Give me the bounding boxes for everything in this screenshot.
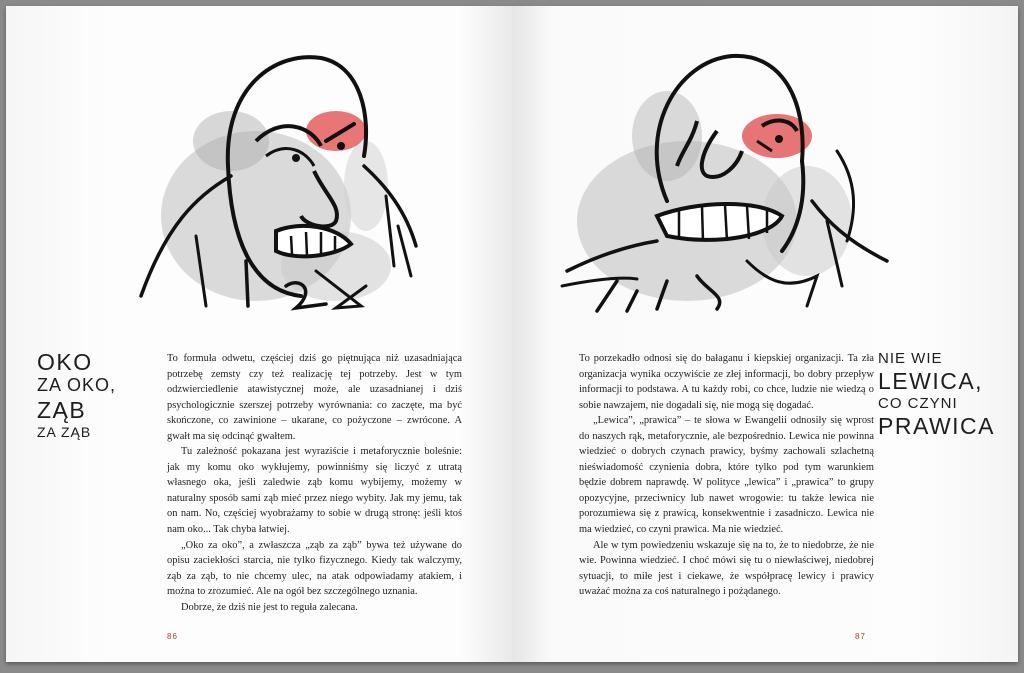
left-page-title: [37, 351, 116, 443]
left-page: [6, 6, 512, 662]
title-line-3: ZĄB: [37, 397, 87, 423]
right-page-title: [878, 351, 995, 438]
title-line-3: CO CZYNI: [878, 395, 958, 412]
paragraph: Dobrze, że dziś nie jest to reguła zalecana.: [181, 601, 358, 613]
title-line-4: ZA ZĄB: [37, 424, 92, 440]
paragraph: „Lewica”, „prawica” – te słowa w Ewangelii odnosiły się wprost do naszych rąk, metaforycznie, ale bezpośrednio. Lewica nie powinna wiedzieć o dobrych czynach prawicy, byśmy zachowali szlachetną nieświadomość czynienia dobra, które tylko pod tym warunkiem będzie dobrem naprawdę. W polityce „lewica” i „prawica” to grupy opozycyjne, przeciwnicy lub nawet wrogowie: tu także lewica nie porozumiewa się z prawicą, konsekwentnie i zasadniczo. Lewica nie ma wiedzieć, co czyni prawica. Ma nie wiedzieć.: [579, 415, 874, 536]
right-page-body-text: [579, 351, 874, 600]
title-line-1: OKO: [37, 349, 93, 375]
cartoon-face-left-illustration: [136, 46, 426, 316]
paragraph: Ale w tym powiedzeniu wskazuje się na to, że to niedobrze, że nie wie. Powinna wiedzieć. I choć mówi się tu o niewłaściwej, niedobrej sytuacji, to miłe jest i ciekawe, że współpracę lewicy i prawicy uważać można za coś naturalnego i pożądanego.: [579, 539, 874, 598]
page-number: 87: [855, 632, 866, 641]
title-line-2: ZA OKO,: [37, 375, 117, 395]
paragraph: „Oko za oko”, a zwłaszcza „ząb za ząb” bywa też używane do opisu zaciekłości starcia, nie tylko fizycznego. Kiedy tak walczymy, ząb za ząb, to nie chcemy ulec, na atak odpowiadamy atakiem, i można to zrozumieć. Ale na ogół bez szczególnego uznania.: [167, 539, 462, 598]
page-number: 86: [167, 632, 178, 641]
title-line-1: NIE WIE: [878, 350, 943, 367]
title-line-4: PRAWICA: [878, 413, 995, 439]
paragraph: Tu zależność pokazana jest wyraziście i metaforycznie boleśnie: jak my komu oko wykłujemy, powinniśmy się liczyć z utratą własnego oka, jeśli zaledwie ząb komu wybijemy, możemy w naturalny sposób sami ząb mieć przez niego wybity. Jak my jemu, tak on nam. No, częściej wyobrażamy to sobie w drugą stronę: jeśli ktoś nam oko... Tak chyba łatwiej.: [167, 446, 462, 536]
left-page-body-text: [167, 351, 462, 615]
paragraph: To formuła odwetu, częściej dziś go piętnująca niż uzasadniająca potrzebę zemsty czy też realizację tej potrzeby. Jest w tym odzwierciedlenie atawistycznej może, ale uzasadnianej i dziś psychologicznie szerszej potrzeby wyrównania: co zaczęte, ma być skończone, co zawinione – ukarane, co pożyczone – zwrócone. A gwałt ma się odcinąć gwałtem.: [167, 353, 462, 442]
title-line-2: LEWICA,: [878, 368, 984, 394]
book-spread: [6, 6, 1018, 662]
right-page: [512, 6, 1018, 662]
paragraph: To porzekadło odnosi się do bałaganu i kiepskiej organizacji. Ta zła organizacja wynika oczywiście ze złej informacji, bo dobry przepływ informacji to podstawa. A tu każdy robi, co chce, ludzie nie wiedzą o sobie nawzajem, nie dogadali się, nie mogą się dogadać.: [579, 353, 874, 411]
cartoon-face-right-illustration: [557, 41, 897, 316]
